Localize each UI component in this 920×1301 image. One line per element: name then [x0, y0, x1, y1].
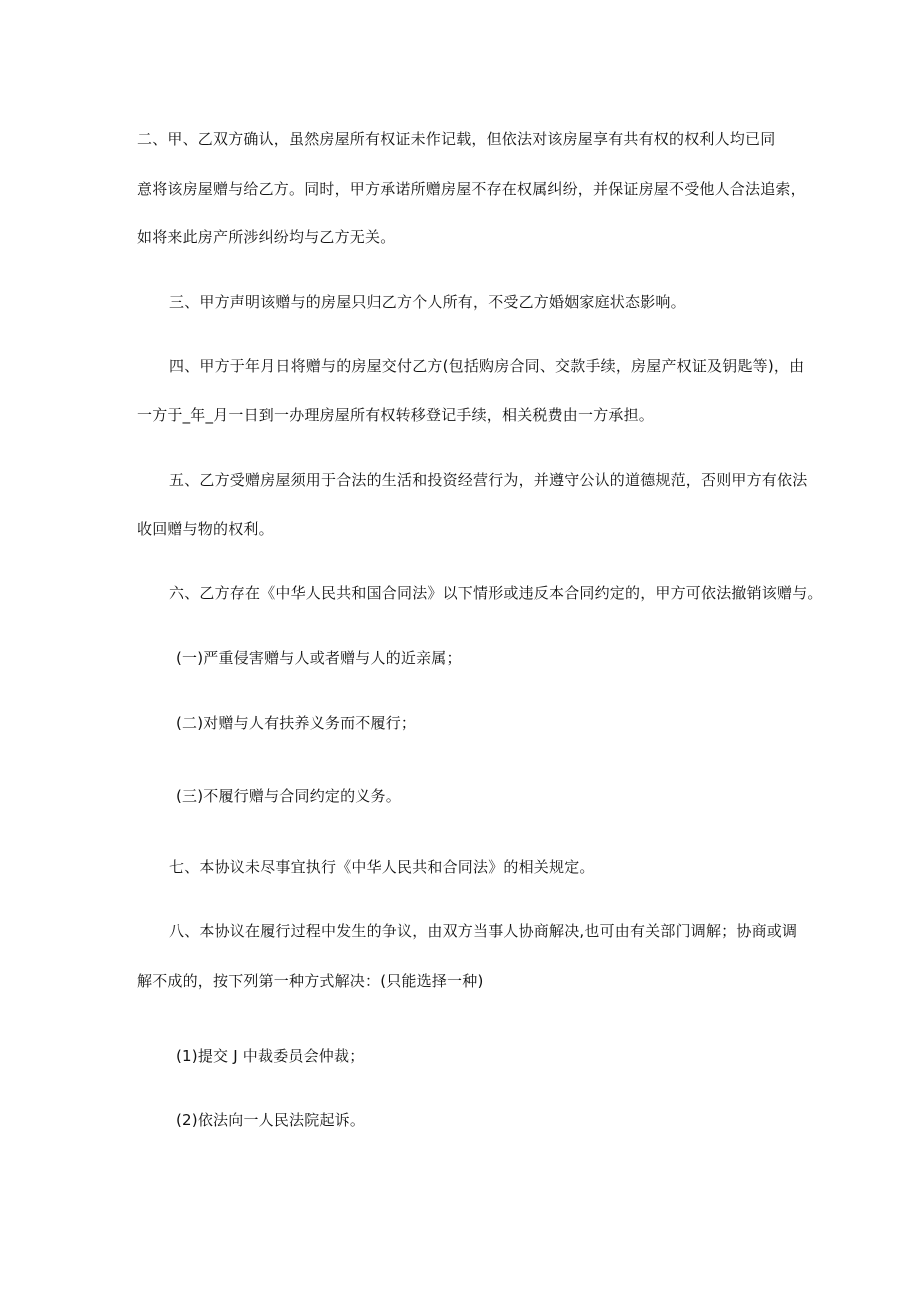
clause-5-line-2: 收回赠与物的权利。: [137, 520, 274, 538]
clause-4-line-2: 一方于_年_月一日到一办理房屋所有权转移登记手续，相关税费由一方承担。: [137, 406, 655, 424]
clause-8-option-1: (1)提交 J 中裁委员会仲裁；: [176, 1047, 365, 1065]
clause-2-line-1: 二、甲、乙双方确认，虽然房屋所有权证未作记载，但依法对该房屋享有共有权的权利人均已同: [137, 130, 776, 148]
clause-3-line-1: 三、甲方声明该赠与的房屋只归乙方个人所有，不受乙方婚姻家庭状态影响。: [169, 293, 686, 311]
clause-6-subitem-1: (一)严重侵害赠与人或者赠与人的近亲属；: [176, 649, 462, 667]
clause-6-subitem-2: (二)对赠与人有扶养义务而不履行；: [176, 714, 417, 732]
clause-6-line-1: 六、乙方存在《中华人民共和国合同法》以下情形或违反本合同约定的，甲方可依法撤销该赠与。: [169, 584, 823, 602]
clause-2-line-3: 如将来此房产所涉纠纷均与乙方无关。: [137, 228, 396, 246]
clause-4-line-1: 四、甲方于年月日将赠与的房屋交付乙方(包括购房合同、交款手续，房屋产权证及钥匙等)，由: [169, 357, 805, 375]
clause-8-line-2: 解不成的，按下列第一种方式解决：(只能选择一种): [137, 972, 484, 990]
clause-8-line-1: 八、本协议在履行过程中发生的争议，由双方当事人协商解决,也可由有关部门调解；协商或调: [169, 922, 798, 940]
clause-5-line-1: 五、乙方受赠房屋须用于合法的生活和投资经营行为，并遵守公认的道德规范，否则甲方有依法: [169, 471, 808, 489]
clause-7-line-1: 七、本协议未尽事宜执行《中华人民共和合同法》的相关规定。: [169, 858, 595, 876]
clause-6-subitem-3: (三)不履行赠与合同约定的义务。: [176, 787, 401, 805]
clause-8-option-2: (2)依法向一人民法院起诉。: [176, 1111, 366, 1129]
clause-2-line-2: 意将该房屋赠与给乙方。同时，甲方承诺所赠房屋不存在权属纠纷，并保证房屋不受他人合法追索，: [137, 180, 806, 198]
